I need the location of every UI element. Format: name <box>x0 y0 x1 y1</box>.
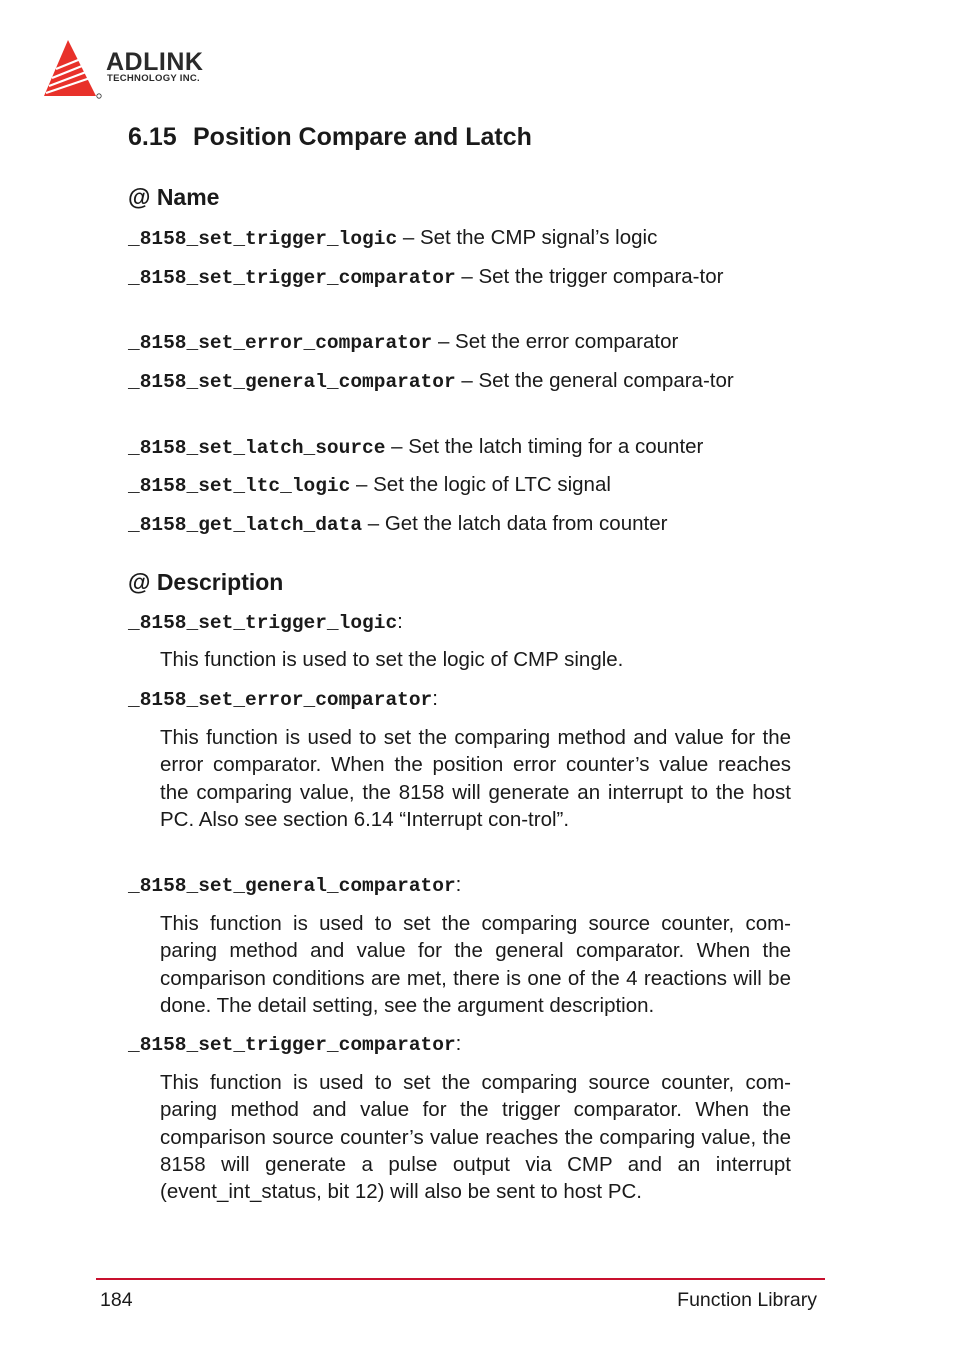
name-entry <box>128 510 791 539</box>
function-summary: – Set the logic of LTC signal <box>350 473 611 496</box>
name-entry <box>128 263 791 292</box>
function-name: _8158_set_trigger_comparator <box>128 267 456 289</box>
function-summary: – Set the latch timing for a counter <box>385 435 704 458</box>
function-name: _8158_set_trigger_comparator <box>128 1034 456 1056</box>
function-name: _8158_set_error_comparator <box>128 689 433 711</box>
description-text: This function is used to set the comparing method and value for the error comparator. When the position error counter’s value reaches the comparing value, the 8158 will generate an interrupt to the host PC. Also see section 6.14 “Interrupt con-trol”. <box>160 726 791 831</box>
colon: : <box>455 1032 462 1055</box>
description-text: This function is used to set the logic of CMP single. <box>160 648 624 671</box>
colon: : <box>397 610 403 633</box>
description-function <box>128 871 461 900</box>
section-title <box>128 121 532 153</box>
name-heading: @ Name <box>128 184 220 210</box>
function-name: _8158_get_latch_data <box>128 514 363 536</box>
colon: : <box>432 687 438 710</box>
name-entry <box>128 328 791 357</box>
function-summary: – Set the general compara-tor <box>455 369 734 392</box>
name-entry <box>128 471 791 500</box>
function-name: _8158_set_general_comparator <box>128 371 456 393</box>
function-summary: – Set the CMP signal’s logic <box>397 226 658 249</box>
function-name: _8158_set_ltc_logic <box>128 475 351 497</box>
description-function <box>128 1030 461 1059</box>
adlink-triangle-logo-icon <box>42 38 102 100</box>
company-logo <box>42 38 242 100</box>
description-text: This function is used to set the comparing source counter, com-paring method and value for the trigger comparator. When the comparison source counter’s value reaches the comparing value, the 8158 will generate a pulse output via CMP and an interrupt (event_int_status, bit 12) will also be sent to host PC. <box>160 1071 791 1204</box>
description-text: This function is used to set the comparing source counter, com-paring method and value for the general comparator. When the comparison conditions are met, there is one of the 4 reactions will be done. The detail setting, see the argument description. <box>160 912 791 1017</box>
section-number: 6.15 <box>128 123 177 151</box>
page-number: 184 <box>100 1289 133 1311</box>
name-entry <box>128 224 791 253</box>
footer-rule <box>96 1278 825 1280</box>
description-function <box>128 685 438 714</box>
function-summary: – Set the trigger compara-tor <box>455 265 724 288</box>
name-entry <box>128 367 791 396</box>
section-title-text: Position Compare and Latch <box>193 123 532 151</box>
function-name: _8158_set_trigger_logic <box>128 228 398 250</box>
chapter-title: Function Library <box>677 1289 817 1311</box>
function-name: _8158_set_latch_source <box>128 437 386 459</box>
logo-wordmark: ADLINK <box>106 48 204 76</box>
name-entry <box>128 433 791 462</box>
description-heading: @ Description <box>128 569 284 595</box>
function-name: _8158_set_trigger_logic <box>128 612 398 634</box>
logo-subtitle: TECHNOLOGY INC. <box>107 73 200 84</box>
function-summary: – Set the error comparator <box>432 330 679 353</box>
function-summary: – Get the latch data from counter <box>362 512 668 535</box>
description-function <box>128 608 403 637</box>
function-name: _8158_set_error_comparator <box>128 332 433 354</box>
colon: : <box>455 873 462 896</box>
function-name: _8158_set_general_comparator <box>128 875 456 897</box>
